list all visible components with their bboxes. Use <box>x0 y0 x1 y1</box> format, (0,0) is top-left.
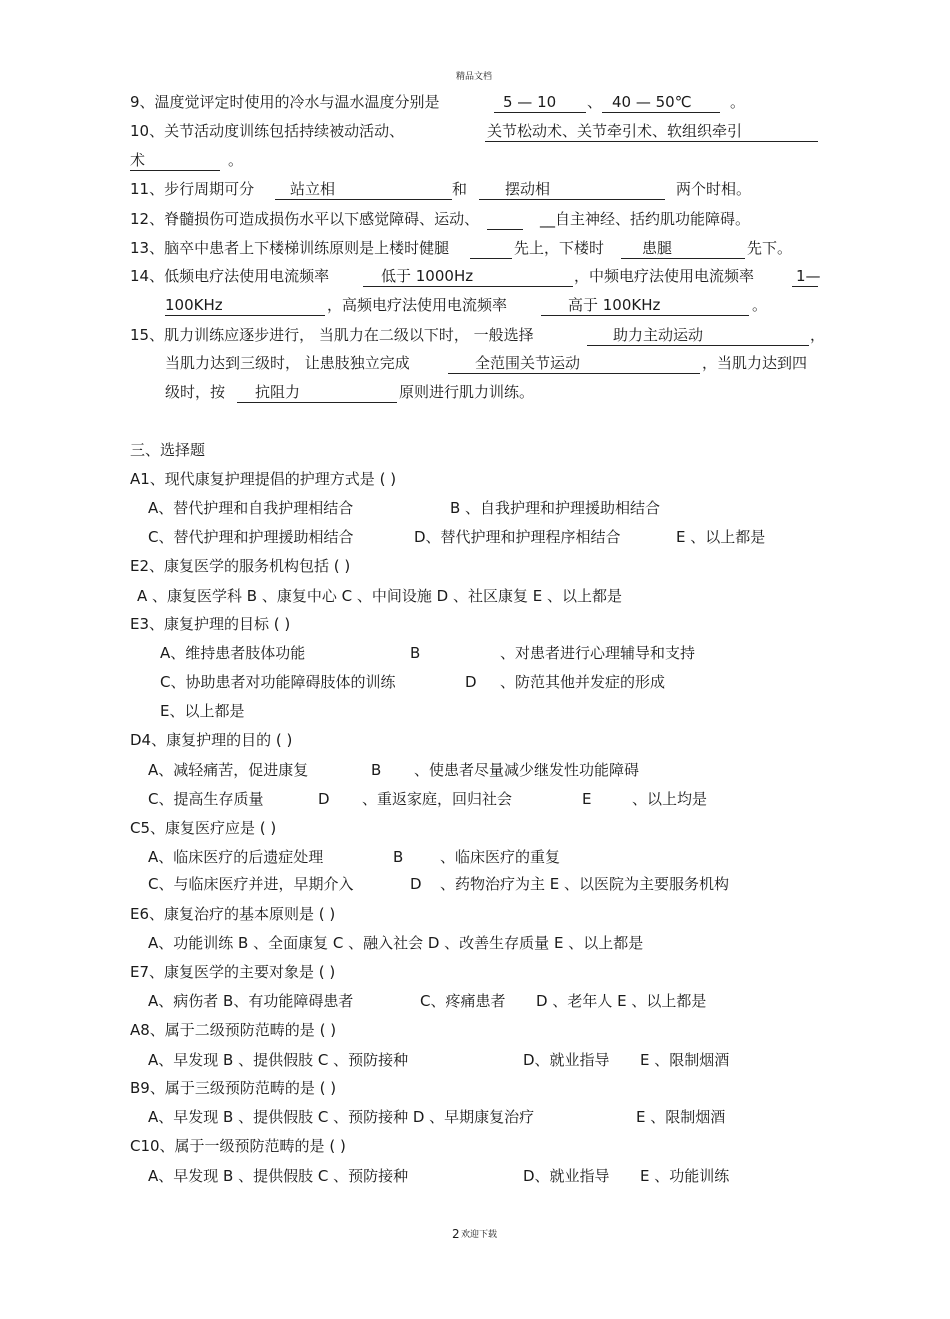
q4-option-a: A、减轻痛苦，促进康复 <box>148 761 309 779</box>
q13-mid: 先上，下楼时 <box>514 239 605 257</box>
q11-text: 11、步行周期可分 <box>130 180 255 198</box>
q4-option-d: 、重返家庭，回归社会 <box>362 790 513 808</box>
q6-options: A、功能训练 B 、全面康复 C 、融入社会 D 、改善生存质量 E 、以上都是 <box>148 934 644 952</box>
q14-text: 14、低频电疗法使用电流频率 <box>130 267 330 285</box>
q4-option-e-letter: E <box>582 790 592 808</box>
question-c5: C5、康复医疗应是 ( ) <box>130 819 277 837</box>
q9-text: 9、温度觉评定时使用的冷水与温水温度分别是 <box>130 93 440 111</box>
q15-line3: 级时，按 <box>165 383 226 401</box>
q15-text: 15、肌力训练应逐步进行， 当肌力在二级以下时， 一般选择 <box>130 326 534 344</box>
question-a1: A1、现代康复护理提倡的护理方式是 ( ) <box>130 470 397 488</box>
page-footer: 欢迎下载 <box>461 1230 498 1240</box>
question-e2: E2、康复医学的服务机构包括 ( ) <box>130 557 351 575</box>
q1-option-d: D、替代护理和护理程序相结合 <box>414 528 621 546</box>
q1-option-a: A、替代护理和自我护理相结合 <box>148 499 354 517</box>
page-number: 2 <box>452 1227 460 1241</box>
q4-option-e: 、以上均是 <box>632 790 708 808</box>
q11-end: 两个时相。 <box>676 180 752 198</box>
question-a8: A8、属于二级预防范畴的是 ( ) <box>130 1021 337 1039</box>
q5-option-b: 、临床医疗的重复 <box>440 848 561 866</box>
q5-option-c: C、与临床医疗并进，早期介入 <box>148 875 354 893</box>
q14-mid2: ，高频电疗法使用电流频率 <box>327 296 508 314</box>
q14-mid: ，中频电疗法使用电流频率 <box>574 267 755 285</box>
q3-option-a: A、维持患者肢体功能 <box>160 644 306 662</box>
question-d4: D4、康复护理的目的 ( ) <box>130 731 293 749</box>
q10-answer-2: 术 <box>130 151 146 169</box>
question-e6: E6、康复治疗的基本原则是 ( ) <box>130 905 336 923</box>
q1-option-e: E 、以上都是 <box>676 528 766 546</box>
q12-rest: __自主神经、括约肌功能障碍。 <box>540 210 751 228</box>
q15-answer-3: 抗阻力 <box>255 383 301 401</box>
q12-text: 12、脊髓损伤可造成损伤水平以下感觉障碍、运动、 <box>130 210 480 228</box>
q14-answer-3: 100KHz <box>165 296 223 314</box>
q5-option-d-e: 、药物治疗为主 E 、以医院为主要服务机构 <box>440 875 730 893</box>
question-c10: C10、属于一级预防范畴的是 ( ) <box>130 1137 346 1155</box>
q13-blank-2 <box>621 238 745 259</box>
q4-option-b: 、使患者尽量减少继发性功能障碍 <box>414 761 640 779</box>
q9-option-a-d: A、早发现 B 、提供假肢 C 、预防接种 D 、早期康复治疗 <box>148 1108 535 1126</box>
q3-option-b: 、对患者进行心理辅导和支持 <box>500 644 696 662</box>
q9-separator: 、 <box>587 93 603 111</box>
q7-option-a-b: A、病伤者 B、有功能障碍患者 <box>148 992 354 1010</box>
question-b9: B9、属于三级预防范畴的是 ( ) <box>130 1079 337 1097</box>
q5-option-a: A、临床医疗的后遗症处理 <box>148 848 324 866</box>
q5-option-d-letter: D <box>410 875 422 893</box>
q15-end3: 原则进行肌力训练。 <box>399 383 535 401</box>
q10-option-a-c: A、早发现 B 、提供假肢 C 、预防接种 <box>148 1167 409 1185</box>
q8-option-d: D、就业指导 <box>523 1051 610 1069</box>
q15-end2: ，当肌力达到四 <box>702 354 808 372</box>
q14-end: 。 <box>752 296 768 314</box>
section-title: 三、选择题 <box>130 441 206 459</box>
q10-option-d: D、就业指导 <box>523 1167 610 1185</box>
q10-text: 10、关节活动度训练包括持续被动活动、 <box>130 122 405 140</box>
q8-option-a-c: A、早发现 B 、提供假肢 C 、预防接种 <box>148 1051 409 1069</box>
q11-mid: 和 <box>452 180 468 198</box>
q1-option-b: B 、自我护理和护理援助相结合 <box>450 499 661 517</box>
q9-option-e: E 、限制烟酒 <box>636 1108 726 1126</box>
q4-option-d-letter: D <box>318 790 330 808</box>
question-e3: E3、康复护理的目标 ( ) <box>130 615 291 633</box>
q11-answer-1: 站立相 <box>290 180 336 198</box>
q11-answer-2: 摆动相 <box>505 180 551 198</box>
question-e7: E7、康复医学的主要对象是 ( ) <box>130 963 336 981</box>
q10-end: 。 <box>228 151 244 169</box>
q15-answer-2: 全范围关节运动 <box>475 354 581 372</box>
q4-option-c: C、提高生存质量 <box>148 790 264 808</box>
q9-answer-2: 40 — 50℃ <box>612 93 692 111</box>
q13-answer-2: 患腿 <box>642 239 673 257</box>
q13-end: 先下。 <box>747 239 793 257</box>
q15-end1: ， <box>810 326 826 344</box>
q12-blank-1 <box>487 209 523 230</box>
q13-text: 13、脑卒中患者上下楼梯训练原则是上楼时健腿 <box>130 239 450 257</box>
q2-options: A 、康复医学科 B 、康复中心 C 、中间设施 D 、社区康复 E 、以上都是 <box>137 587 622 605</box>
q3-option-b-letter: B <box>410 644 421 662</box>
q3-option-d: 、防范其他并发症的形成 <box>500 673 666 691</box>
q14-answer-4: 高于 100KHz <box>568 296 661 314</box>
q15-line2: 当肌力达到三级时， 让患肢独立完成 <box>165 354 410 372</box>
q15-answer-1: 助力主动运动 <box>613 326 704 344</box>
q8-option-e: E 、限制烟酒 <box>640 1051 730 1069</box>
q3-option-e: E、以上都是 <box>160 702 245 720</box>
q1-option-c: C、替代护理和护理援助相结合 <box>148 528 354 546</box>
q14-answer-1: 低于 1000Hz <box>381 267 474 285</box>
q4-option-b-letter: B <box>371 761 382 779</box>
q14-answer-2: 1— <box>796 267 821 285</box>
q9-answer-1: 5 — 10 <box>503 93 557 111</box>
q10-answer-1: 关节松动术、关节牵引术、软组织牵引 <box>487 122 743 140</box>
q9-end: 。 <box>730 93 746 111</box>
q10-option-e: E 、功能训练 <box>640 1167 730 1185</box>
q7-option-d-e: D 、老年人 E 、以上都是 <box>536 992 707 1010</box>
q13-blank-1 <box>470 238 512 259</box>
q3-option-c: C、协助患者对功能障碍肢体的训练 <box>160 673 396 691</box>
page-header: 精品文档 <box>456 72 493 82</box>
q7-option-c: C、疼痛患者 <box>420 992 506 1010</box>
q3-option-d-letter: D <box>465 673 477 691</box>
q5-option-b-letter: B <box>393 848 404 866</box>
